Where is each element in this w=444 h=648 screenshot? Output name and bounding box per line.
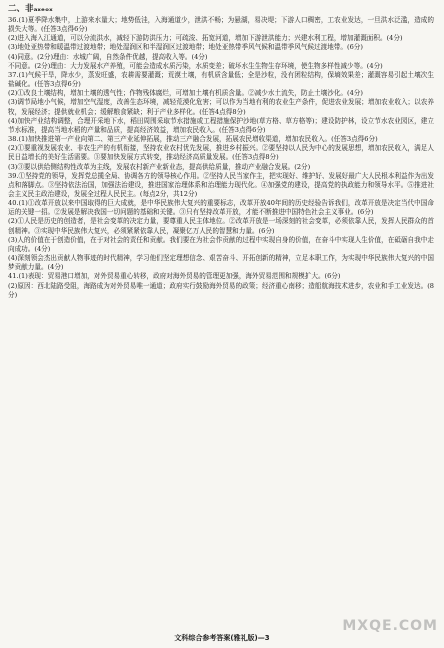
answer-paragraph: 不同意。(2分)理由：大力发展水产养殖，可能会造成水质污染，水质变差；破坏水生生物生存环境，使生物多样性减少等。(4分)	[8, 61, 383, 70]
answer-paragraph: 41.(1)表现：贸易港口增加，对外贸易重心转移，政府对海外贸易的管理更加强，海外贸易范围和规模扩大。(6分)	[8, 272, 341, 281]
answer-paragraph: (2)①人民是历史的创造者，是社会变革的决定力量，要尊重人民主体地位。②改革开放是一场深刻的社会变革，必须依靠人民，发挥人民群众的首创精神。③实现中华民族伟大复兴，必须紧紧依靠人民，凝聚亿万人民的智慧和力量。(6分)	[8, 217, 434, 235]
answer-paragraph: (4)加快产业结构调整，合理开采地下水，稻田周围采取节水措施或工程措施保护沙地(草方格、草方格等)；建设防护林，设立节水农业园区，建立节水标准，提高当地水稻的产量和品质，提高经济效益，增加农民收入。(任答3点得6分)	[8, 116, 434, 134]
watermark-logo: MXQE.COM	[342, 618, 438, 634]
answer-paragraph: 39.①坚持党的领导，发挥党总揽全局、协调各方的领导核心作用。②坚持人民当家作主，把实现好、维护好、发展好最广大人民根本利益作为出发点和落脚点。③坚持依法治国，加强法治建设，推进国家治理体系和治理能力现代化。④加强党的建设，提高党的执政能力和领导水平。⑤推进社会主义民主政治建设，发展全过程人民民主。(每点2分，共12分)	[8, 171, 434, 198]
page-footer: 文科综合参考答案(雅礼版)—3	[174, 634, 270, 642]
answer-paragraph: (4)深刻领会杰出贡献人物事迹的时代精神，学习他们坚定理想信念、艰苦奋斗、开拓创新的精神，立足本职工作，为实现中华民族伟大复兴的中国梦贡献力量。(4分)	[8, 254, 434, 272]
answer-paragraph: (3)地处亚热带和暖温带过渡地带；地处湿润区和半湿润区过渡地带；地处亚热带季风气候和温带季风气候过渡地带。(6分)	[8, 43, 363, 52]
answer-paragraph: (2)①改良土壤结构，增加土壤的透气性；作物残体腐烂，可增加土壤有机质含量。②减少水土流失，防止土壤沙化。(4分)	[8, 89, 363, 98]
answer-paragraph: (2)原因：西北陆路受阻，海路成为对外贸易唯一通道；政府实行鼓励海外贸易的政策；经济重心南移；造船航海技术进步，农业和手工业发达。(8分)	[8, 281, 434, 299]
answer-paragraph: (3)③要以供给侧结构性改革为主线，发展农村新产业新业态，提高供给质量，推动产业融合发展。(2分)	[8, 162, 311, 171]
answer-paragraph: (4)同意。(2分)理由：水城广阔，自然条件优越，提高收入等。(4分)	[8, 52, 208, 61]
section-title: 二、非ₐₓₑₒₓ	[8, 4, 53, 14]
answer-paragraph: 37.(1)气候干旱，降水少，蒸发旺盛，农耕需要灌溉；荒漠土壤，有机质含量低；全是沙粒，没有团粒结构，保墒效果差；灌溉容易引起土壤次生盐碱化。(任答3点得6分)	[8, 70, 434, 89]
answer-paragraph: 38.(1)加快推进第一产业向第二、第三产业延伸拓展，推动三产融合发展，拓展农民增收渠道，增加农民收入。(任答3点得6分)	[8, 135, 378, 144]
answer-paragraph: (3)调节局地小气候，增加空气湿度，改善生态环境，减轻荒漠化危害；可以作为当地有利的农业生产条件，促进农业发展；增加农业收入；以农养牧，发展经济；提供就业机会；缓解粮食紧缺；利于产业多样化。(任答4点得8分)	[8, 98, 434, 116]
answer-list	[8, 16, 434, 300]
answer-paragraph: 40.(1)①改革开放以来中国取得的巨大成就，是中华民族伟大复兴的重要标志，改革开放40年间的历史经验告诉我们，改革开放是决定当代中国命运的关键一招。②发展是解决我国一切问题的基础和关键。③只有坚持改革开放，才能不断推进中国特色社会主义事业。(6分)	[8, 199, 434, 217]
answer-paragraph: (2)进入海入江通道，可以分流洪水，减轻下游防洪压力；可疏浚、拓宽河道，增加下游泄洪能力；兴建水利工程，增加灌溉面积。(4分)	[8, 34, 403, 43]
answer-paragraph: 36.(1)夏季降水集中，上游来水量大；地势低洼，入海通道少，泄洪不畅；为悬湖，易决堤；下游人口稠密，工农业发达，一旦洪水泛滥，造成的损失大等。(任答3点得6分)	[8, 16, 434, 34]
answer-paragraph: (2)①要重视发展农业、非农生产的有机衔接，坚持农业农村优先发展，推进乡村振兴。②要坚持以人民为中心的发展思想，增加农民收入，满足人民日益增长的美好生活需要。③要加快发展方式转变，推动经济高质量发展。(任答3点得8分)	[8, 144, 434, 162]
answer-paragraph: (3)人的价值在于创造价值，在于对社会的责任和贡献。我们要在为社会作贡献的过程中实现自身的价值，在奋斗中实现人生价值，在砥砺自我中走向成功。(4分)	[8, 235, 434, 253]
